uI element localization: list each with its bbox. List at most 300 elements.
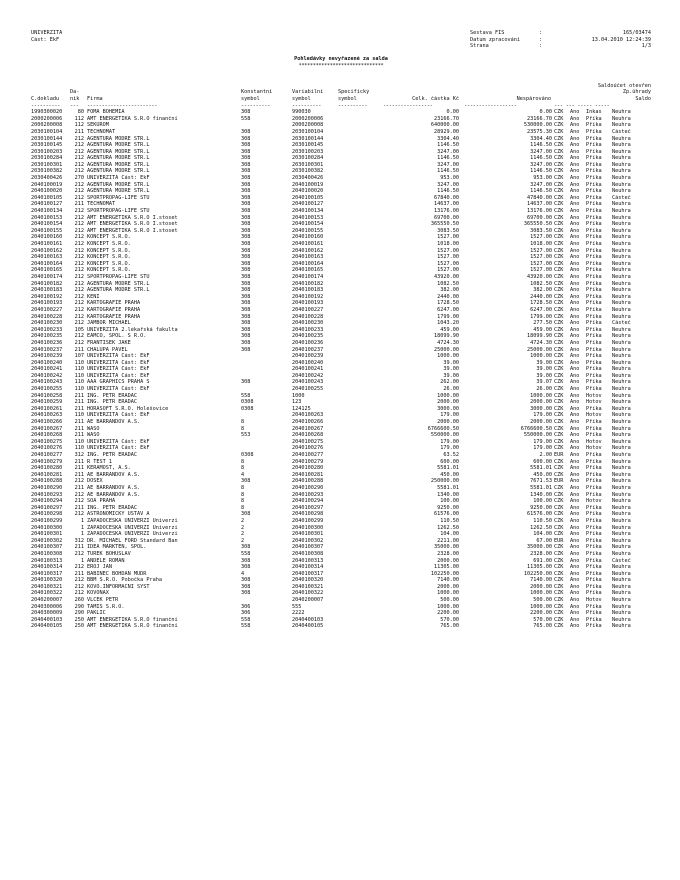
cell-unpaid: 102250.00 (523, 570, 552, 577)
cell-firm: AGENTURA MODRÉ STR.L (87, 181, 150, 188)
cell-unpaid: 3000.00 (530, 405, 552, 412)
cell-total: 1527.00 (437, 247, 459, 254)
cell-firm: ZÁPADOČESKÁ UNIVERZI Univerzi (87, 531, 178, 538)
system-sep: : (539, 30, 543, 36)
cell-firm: DR. MICHAEL FORD Standard Ban (87, 537, 178, 544)
cell-total: 2000.00 (437, 557, 459, 564)
cell-vs: 2040100236 (292, 339, 324, 346)
cell-pay: Příka (586, 194, 602, 201)
cell-firm: WASO (87, 432, 100, 439)
cell-vs: 2040100314 (292, 564, 324, 571)
cell-open: Ano (570, 353, 580, 360)
cell-da: 110 (74, 372, 84, 379)
cell-vs: 2030100104 (292, 128, 324, 135)
cell-open: Ano (570, 517, 580, 524)
cell-doc: 2040100160 (31, 234, 63, 241)
cell-saldo: Neuhra (612, 359, 631, 366)
cell-open: Ano (570, 399, 580, 406)
cell-doc: 2040100293 (31, 491, 63, 498)
cell-open: Ano (570, 234, 580, 241)
cell-open: Ano (570, 590, 580, 597)
cell-open: Ano (570, 564, 580, 571)
cell-pay: Hotov (586, 392, 602, 399)
cell-firm: UNIVERZITA 2.lékařská fakulta (87, 326, 178, 333)
cell-da: 110 (74, 379, 84, 386)
cell-firm: AE BARRANDOV A.S. (87, 491, 141, 498)
table-row (31, 188, 651, 195)
cell-unpaid: 1146.50 (530, 142, 552, 149)
cell-ks: 308 (241, 273, 251, 280)
cell-total: 500.00 (440, 597, 459, 604)
cell-saldo: Neuhra (612, 208, 631, 215)
cell-ks: 308 (241, 234, 251, 241)
cell-saldo: Neuhra (612, 610, 631, 617)
cell-ks: 308 (241, 254, 251, 261)
cell-total: 1527.00 (437, 234, 459, 241)
cell-unpaid: 47840.00 (527, 194, 552, 201)
table-row (31, 241, 651, 248)
cell-ks: 308 (241, 346, 251, 353)
cell-doc: 2040300006 (31, 603, 63, 610)
cell-da: 211 (74, 544, 84, 551)
cell-da: 290 (74, 603, 84, 610)
cell-unpaid: 2000.00 (530, 583, 552, 590)
cell-open: Ano (570, 603, 580, 610)
cell-saldo: Neuhra (612, 550, 631, 557)
cell-doc: 2040100281 (31, 471, 63, 478)
cell-doc: 2040100258 (31, 392, 63, 399)
cell-da: 212 (74, 583, 84, 590)
report-title-underline: ****************************** (298, 62, 384, 69)
cell-total: 3247.00 (437, 148, 459, 155)
table-row (31, 261, 651, 268)
cell-total: 382.00 (440, 287, 459, 294)
vs-header: symbol (292, 95, 311, 102)
cell-total: 1000.00 (437, 353, 459, 360)
cell-open: Ano (570, 570, 580, 577)
cell-da: 212 (74, 234, 84, 241)
cell-unpaid: 1340.00 (530, 491, 552, 498)
cell-open: Ano (570, 478, 580, 485)
cell-cur: CZK (554, 155, 564, 162)
cell-vs: 2040100230 (292, 320, 324, 327)
rule-vs: ---------- (292, 102, 322, 109)
cell-da: 212 (74, 564, 84, 571)
table-row (31, 412, 651, 419)
cell-cur: CZK (554, 372, 564, 379)
cell-saldo: Neuhra (612, 465, 631, 472)
cell-unpaid: 1082.50 (530, 280, 552, 287)
cell-da: 212 (74, 498, 84, 505)
cell-total: 1527.00 (437, 267, 459, 274)
cell-cur: CZK (554, 115, 564, 122)
ss-header: symbol (338, 95, 357, 102)
cell-cur: CZK (554, 616, 564, 623)
header-line-3 (31, 43, 651, 50)
cell-unpaid: 2200.00 (530, 610, 552, 617)
receivables-table-body (31, 109, 651, 630)
cell-da: 212 (74, 214, 84, 221)
cell-cur: CZK (554, 326, 564, 333)
cell-open: Ano (570, 386, 580, 393)
cell-pay: Příka (586, 267, 602, 274)
cell-total: 953.00 (440, 175, 459, 182)
cell-firm: FRANTIŠEK JAKE (87, 339, 131, 346)
cell-total: 1146.50 (437, 142, 459, 149)
cell-da: 110 (74, 412, 84, 419)
cell-saldo: Neuhra (612, 425, 631, 432)
cell-total: 179.00 (440, 412, 459, 419)
cell-ks: 308 (241, 188, 251, 195)
table-row (31, 281, 651, 288)
cell-firm: AGENTURA MODRÉ STR.L (87, 188, 150, 195)
cell-cur: CZK (554, 399, 564, 406)
cell-vs: 2040100241 (292, 366, 324, 373)
cell-vs: 2040100019 (292, 181, 324, 188)
cell-saldo: Neuhra (612, 201, 631, 208)
cell-pay: Hotov (586, 399, 602, 406)
cell-vs: 2040400103 (292, 616, 324, 623)
cell-doc: 2040100307 (31, 544, 63, 551)
cell-total: 0.00 (446, 109, 459, 116)
table-row (31, 333, 651, 340)
cell-firm: ANDĚLE ROMAN (87, 557, 125, 564)
cell-unpaid: 382.00 (533, 287, 552, 294)
cell-vs: 2040100280 (292, 465, 324, 472)
cell-cur: CZK (554, 504, 564, 511)
cell-firm: WASO (87, 425, 100, 432)
cell-firm: UNIVERZITA Část: EkF (87, 445, 150, 452)
cell-firm: ING. PETR ERADAC (87, 452, 137, 458)
table-row (31, 175, 651, 182)
cell-saldo: Neuhra (612, 326, 631, 333)
cell-da: 212 (74, 241, 84, 247)
cell-total: 1527.00 (437, 254, 459, 261)
cell-total: 14637.00 (434, 201, 459, 208)
table-row (31, 129, 651, 136)
cell-pay: Příka (586, 511, 602, 518)
cell-saldo: Neuhra (612, 491, 631, 498)
cell-vs: 2040100235 (292, 333, 324, 340)
vs-header-top: Variabilní (292, 89, 324, 96)
cell-firm: PAKLIC (87, 610, 106, 617)
cell-cur: CZK (554, 221, 564, 228)
cell-vs: 2040100267 (292, 425, 324, 432)
cell-unpaid: 18099.90 (527, 333, 552, 340)
title-row (31, 56, 651, 63)
cell-saldo: Neuhra (612, 590, 631, 597)
table-row (31, 610, 651, 617)
cell-total: 459.00 (440, 326, 459, 333)
cell-open: Ano (570, 227, 580, 234)
cell-firm: TECHNOMAT (87, 128, 116, 135)
cell-open: Ano (570, 339, 580, 346)
cell-ks: 0308 (241, 399, 254, 406)
cell-ks: 308 (241, 313, 251, 320)
table-row (31, 254, 651, 261)
cell-da: 250 (74, 623, 84, 630)
cell-cur: CZK (554, 359, 564, 366)
cell-vs: 2040100313 (292, 557, 324, 564)
cell-firm: KONCEPT S.R.O. (87, 234, 131, 241)
cell-pay: Příka (586, 188, 602, 195)
cell-doc: 2030100104 (31, 128, 63, 135)
cell-open: Ano (570, 135, 580, 142)
cell-unpaid: 530000.00 (523, 122, 552, 129)
cell-unpaid: 25000.00 (527, 346, 552, 353)
column-header-rule (31, 103, 651, 110)
cell-vs: 2040100266 (292, 419, 324, 426)
cell-saldo: Neuhra (612, 227, 631, 234)
table-row (31, 426, 651, 433)
cell-vs: 2040100228 (292, 313, 324, 320)
cell-cur: CZK (554, 109, 564, 116)
cell-open: Ano (570, 320, 580, 327)
cell-pay: Příka (586, 603, 602, 610)
cell-open: Ano (570, 412, 580, 419)
cell-doc: 2040100302 (31, 537, 63, 544)
cell-pay: Příka (586, 557, 602, 564)
cell-total: 6247.00 (437, 306, 459, 313)
cell-unpaid: 2000.00 (530, 419, 552, 426)
cell-total: 2211.00 (437, 537, 459, 544)
cell-unpaid: 2000.00 (530, 399, 552, 406)
cell-doc: 2040100267 (31, 425, 63, 432)
cell-saldo: Neuhra (612, 517, 631, 524)
cell-cur: EUR (554, 452, 564, 458)
cell-cur: CZK (554, 148, 564, 155)
cell-cur: CZK (554, 458, 564, 465)
cell-pay: Příka (586, 161, 602, 168)
cell-open: Ano (570, 267, 580, 274)
cell-pay: Příka (586, 471, 602, 478)
cell-total: 570.00 (440, 616, 459, 623)
table-row (31, 452, 651, 459)
cell-vs: 2040100193 (292, 300, 324, 307)
cell-saldo: Neuhra (612, 399, 631, 406)
cell-firm: UNIVERZITA Část: EkF (87, 366, 150, 373)
cell-pay: Příka (586, 293, 602, 300)
cell-pay: Hotov (586, 438, 602, 445)
cell-vs: 2040100182 (292, 280, 324, 287)
cell-ks: 308 (241, 109, 251, 116)
cell-doc: 2000200008 (31, 122, 63, 129)
cell-firm: AGENTURA MODRÉ STR.L (87, 287, 150, 294)
cell-saldo: Neuhra (612, 445, 631, 452)
cell-pay: Příka (586, 208, 602, 215)
cell-cur: CZK (554, 557, 564, 564)
cell-ks: 308 (241, 306, 251, 313)
cell-vs: 2040100227 (292, 306, 324, 313)
cell-vs: 2040100268 (292, 432, 324, 439)
cell-cur: CZK (554, 590, 564, 597)
cell-da: 212 (74, 478, 84, 485)
cell-firm: AMT ENERGETIKA S.R.O finanční (87, 623, 178, 630)
cell-ks: 306 (241, 603, 251, 610)
cell-vs: 2040100299 (292, 517, 324, 524)
cell-unpaid: 953.00 (533, 175, 552, 182)
cell-da: 212 (74, 227, 84, 234)
rule-total: ----------------- (383, 102, 433, 109)
cell-vs: 2040100302 (292, 537, 324, 544)
cell-ks: 558 (241, 616, 251, 623)
cell-saldo: Neuhra (612, 616, 631, 623)
report-id: 165/03474 (622, 30, 651, 36)
cell-doc: 2040100163 (31, 254, 63, 261)
cell-cur: CZK (554, 333, 564, 340)
cell-unpaid: 110.50 (533, 517, 552, 524)
cell-open: Ano (570, 484, 580, 491)
table-row (31, 208, 651, 215)
cell-total: 2000.00 (437, 419, 459, 426)
cell-vs: 2040100279 (292, 458, 324, 465)
cell-doc: 2040100277 (31, 452, 63, 458)
cell-saldo: Neuhra (612, 168, 631, 175)
processed-label: Datum zpracování (470, 36, 520, 43)
cell-ks: 308 (241, 339, 251, 346)
cell-vs: 2040100160 (292, 234, 324, 241)
cell-doc: 2030400426 (31, 175, 63, 182)
cell-firm: UNIVERZITA Část: EkF (87, 438, 150, 445)
cell-saldo: Neuhra (612, 458, 631, 465)
table-row (31, 445, 651, 452)
cell-vs: 2000200006 (292, 115, 324, 122)
da-header: ník (70, 95, 80, 102)
cell-pay: Příka (586, 484, 602, 491)
cell-firm: SEKUROM (87, 122, 109, 129)
cell-da: 212 (74, 273, 84, 280)
cell-pay: Příka (586, 155, 602, 162)
page-label: Strana (470, 43, 489, 50)
cell-saldo: Neuhra (612, 221, 631, 228)
cell-ks: 8 (241, 484, 245, 491)
cell-pay: Příka (586, 372, 602, 379)
cell-saldo: Neuhra (612, 544, 631, 551)
cell-da: 212 (74, 590, 84, 597)
cell-total: 1527.00 (437, 260, 459, 267)
cell-open: Ano (570, 300, 580, 307)
cell-doc: 2040100308 (31, 550, 63, 557)
cell-open: Ano (570, 498, 580, 505)
cell-vs: 2040100290 (292, 484, 324, 491)
cell-saldo: Neuhra (612, 353, 631, 360)
table-row (31, 195, 651, 202)
cell-open: Ano (570, 531, 580, 538)
cell-doc: 2040100288 (31, 478, 63, 485)
cell-saldo: Neuhra (612, 438, 631, 445)
cell-saldo: Neuhra (612, 484, 631, 491)
cell-ks: 8 (241, 504, 245, 511)
saldo-header: Saldo (635, 95, 651, 102)
cell-vs: 2040100134 (292, 208, 324, 215)
cell-pay: Příka (586, 405, 602, 412)
table-row (31, 551, 651, 558)
cell-firm: BABINEC BOHDAN MUDR (87, 570, 147, 577)
cell-total: 9250.00 (437, 504, 459, 511)
cell-doc: 2040100233 (31, 326, 63, 333)
cell-saldo: Neuhra (612, 432, 631, 439)
cell-firm: CHALUPA PAVEL (87, 346, 128, 353)
table-row (31, 294, 651, 301)
cell-unpaid: 459.00 (533, 326, 552, 333)
column-header-row-2 (31, 89, 651, 96)
cell-firm: JAMBOR MICHAEL (87, 320, 131, 327)
cell-pay: Příka (586, 214, 602, 221)
cell-cur: CZK (554, 471, 564, 478)
cell-da: 312 (74, 452, 84, 458)
cell-doc: 2040100193 (31, 300, 63, 307)
cell-ks: 308 (241, 247, 251, 254)
report-title: Pohledávky nevyřazené za salda (294, 56, 388, 63)
cell-total: 3247.00 (437, 181, 459, 188)
cell-unpaid: 26.00 (536, 386, 552, 393)
cell-open: Ano (570, 293, 580, 300)
cell-cur: CZK (554, 300, 564, 307)
cell-da: 212 (74, 254, 84, 261)
table-row (31, 162, 651, 169)
cell-vs: 2040100183 (292, 287, 324, 294)
cell-open: Ano (570, 287, 580, 294)
cell-da: 110 (74, 386, 84, 393)
table-row (31, 531, 651, 538)
cell-vs: 2040100301 (292, 531, 324, 538)
cell-unpaid: 3083.50 (530, 227, 552, 234)
cell-doc: 2040100240 (31, 359, 63, 366)
cell-doc: 1990300020 (31, 109, 63, 116)
cell-ks: 308 (241, 320, 251, 327)
cell-ks: 8 (241, 498, 245, 505)
cell-firm: ZÁPADOČESKÁ UNIVERZI Univerzi (87, 524, 178, 531)
cell-da: 212 (74, 208, 84, 215)
cell-saldo: Neuhra (612, 300, 631, 307)
cell-saldo: Neuhra (612, 148, 631, 155)
cell-ks: 553 (241, 432, 251, 439)
cell-doc: 2040100314 (31, 564, 63, 571)
cell-open: Ano (570, 254, 580, 261)
cell-total: 640000.00 (430, 122, 459, 129)
cell-doc: 2040100164 (31, 260, 63, 267)
cell-firm: AGENTURA MODRÉ STR.L (87, 168, 150, 175)
cell-doc: 2040100174 (31, 273, 63, 280)
cell-saldo: Neuhra (612, 379, 631, 386)
report-page (31, 30, 651, 630)
cell-firm: HORASOFT S.R.O. Holešovice (87, 405, 169, 412)
cell-cur: CZK (554, 313, 564, 320)
cell-open: Ano (570, 583, 580, 590)
cell-total: 1728.50 (437, 300, 459, 307)
cell-ks: 308 (241, 128, 251, 135)
da-header-top: Da- (70, 89, 80, 96)
cell-ks: 308 (241, 194, 251, 201)
cell-open: Ano (570, 597, 580, 604)
cell-vs: 2040100297 (292, 504, 324, 511)
cell-da: 212 (74, 267, 84, 274)
cell-pay: Příka (586, 122, 602, 129)
cell-ks: 308 (241, 287, 251, 294)
cell-saldo: Neuhra (612, 471, 631, 478)
cell-da: 211 (74, 432, 84, 439)
doc-header: Č.dokladu (31, 95, 60, 102)
cell-pay: Příka (586, 465, 602, 472)
cell-total: 1146.50 (437, 155, 459, 162)
cell-doc: 2040100183 (31, 287, 63, 294)
cell-pay: Příka (586, 260, 602, 267)
cell-cur: CZK (554, 544, 564, 551)
table-row (31, 234, 651, 241)
cell-vs: 2040100154 (292, 221, 324, 228)
rule-da: --- (70, 102, 79, 109)
cell-vs: 2040100240 (292, 359, 324, 366)
